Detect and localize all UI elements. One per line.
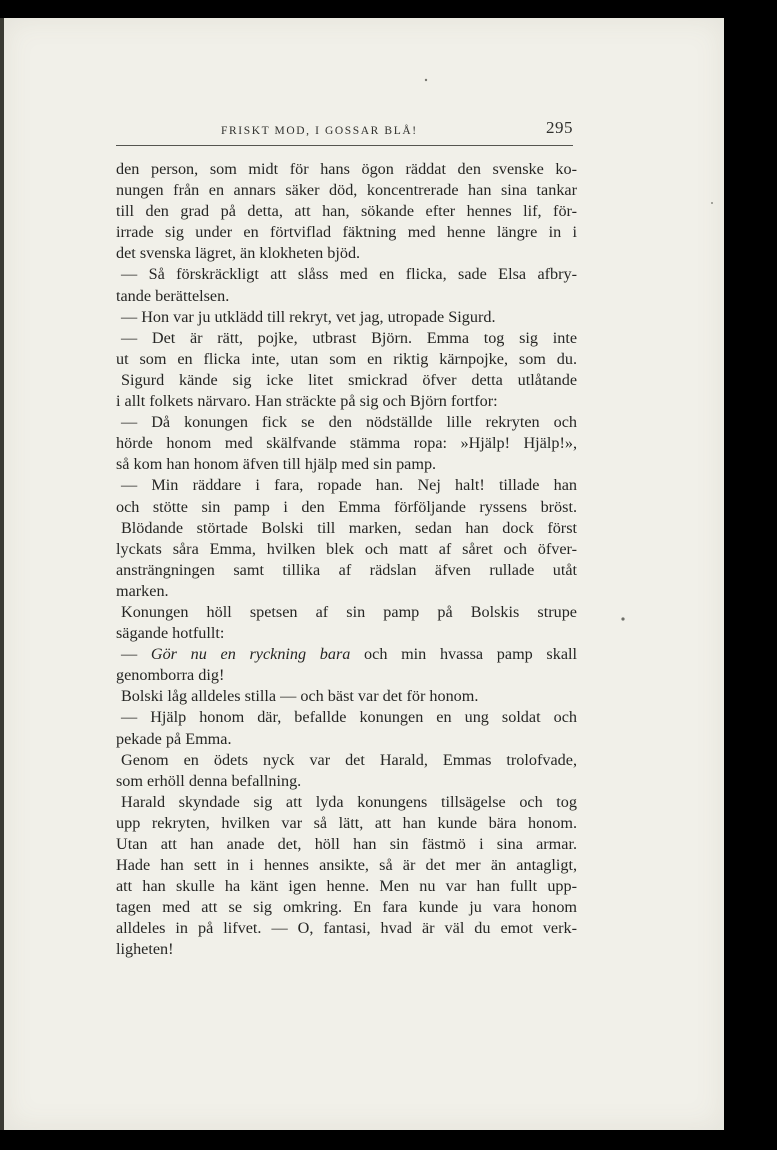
text-line: som erhöll denna befallning. [116, 771, 302, 790]
speck [711, 202, 713, 204]
speck [425, 79, 427, 81]
text-line: lyckats såra Emma, hvilken blek och matt af såret och öfver- [116, 539, 577, 558]
text-line: så kom han honom äfven till hjälp med sin pamp. [116, 455, 437, 474]
text-line: genomborra dig! [116, 666, 225, 685]
body-text [116, 159, 577, 961]
text-line: tande berättelsen. [116, 286, 230, 305]
text-line: i allt folkets närvaro. Han sträckte på sig och Björn fortfor: [116, 392, 498, 411]
text-line: marken. [116, 581, 169, 600]
text-line: Utan att han anade det, höll han sin fästmö i sina armar. [116, 835, 577, 853]
text-line: Bolski låg alldeles stilla — och bäst var det för honom. [121, 687, 479, 706]
running-title: FRISKT MOD, I GOSSAR BLÅ! [221, 125, 418, 137]
italic-emphasis: Gör nu en ryckning bara [150, 645, 351, 664]
text-line: — Min räddare i fara, ropade han. Nej halt! tillade han [121, 476, 577, 495]
text-line: Blödande störtade Bolski till marken, sedan han dock först [121, 518, 577, 537]
text-line: ligheten! [116, 940, 174, 959]
text-line: Harald skyndade sig att lyda konungens tillsägelse och tog [121, 792, 577, 811]
running-head [221, 118, 573, 140]
text-run: — [121, 645, 151, 664]
text-line: — Så förskräckligt att slåss med en flicka, sade Elsa afbry- [121, 265, 577, 284]
text-line: att han skulle ha känt igen henne. Men nu var han fullt upp- [116, 877, 577, 896]
text-line: — Hon var ju utklädd till rekryt, vet jag, utropade Sigurd. [121, 307, 496, 326]
text-line [116, 644, 577, 665]
text-line: det svenska lägret, än klokheten bjöd. [116, 244, 361, 263]
text-line: — Hjälp honom där, befallde konungen en ung soldat och [121, 708, 577, 727]
text-line: nungen från en annars säker död, koncentrerade han sina tankar [116, 181, 577, 200]
header-rule [116, 145, 573, 146]
text-line: — Då konungen fick se den nödställde lille rekryten och [121, 413, 577, 432]
text-line: tagen med att se sig omkring. En fara kunde ju vara honom [116, 898, 577, 917]
text-line: den person, som midt för hans ögon räddat den svenske ko- [116, 160, 577, 178]
text-line: ansträngningen samt tillika af rädslan äfven rullade utåt [116, 560, 577, 579]
text-line: upp rekryten, hvilken var så lätt, att han kunde bära honom. [116, 813, 577, 832]
text-line: Hade han sett in i hennes ansikte, så är det mer än antagligt, [116, 856, 577, 875]
text-line: — Det är rätt, pojke, utbrast Björn. Emma tog sig inte [121, 328, 577, 347]
page-number: 295 [546, 118, 573, 137]
text-line: pekade på Emma. [116, 729, 232, 748]
text-line: irrade sig under en förtviflad fäktning med henne längre in i [116, 223, 577, 242]
text-line: sägande hotfullt: [116, 624, 225, 643]
text-line: hörde honom med skälfvande stämma ropa: »Hjälp! Hjälp!», [116, 434, 577, 453]
text-line: Genom en ödets nyck var det Harald, Emmas trolofvade, [121, 750, 577, 769]
text-line: och stötte sin pamp i den Emma förföljande ryssens bröst. [116, 497, 577, 516]
text-run: och min hvassa pamp skall [350, 645, 577, 664]
text-line: ut som en flicka inte, utan som en riktig kärnpojke, som du. [116, 349, 577, 368]
text-line: Sigurd kände sig icke litet smickrad öfver detta utlåtande [121, 370, 577, 389]
text-line: Konungen höll spetsen af sin pamp på Bolskis strupe [121, 602, 577, 621]
speck [621, 617, 624, 620]
text-line: till den grad på detta, att han, sökande efter hennes lif, för- [116, 202, 577, 221]
text-line: alldeles in på lifvet. — O, fantasi, hvad är väl du emot verk- [116, 919, 577, 938]
